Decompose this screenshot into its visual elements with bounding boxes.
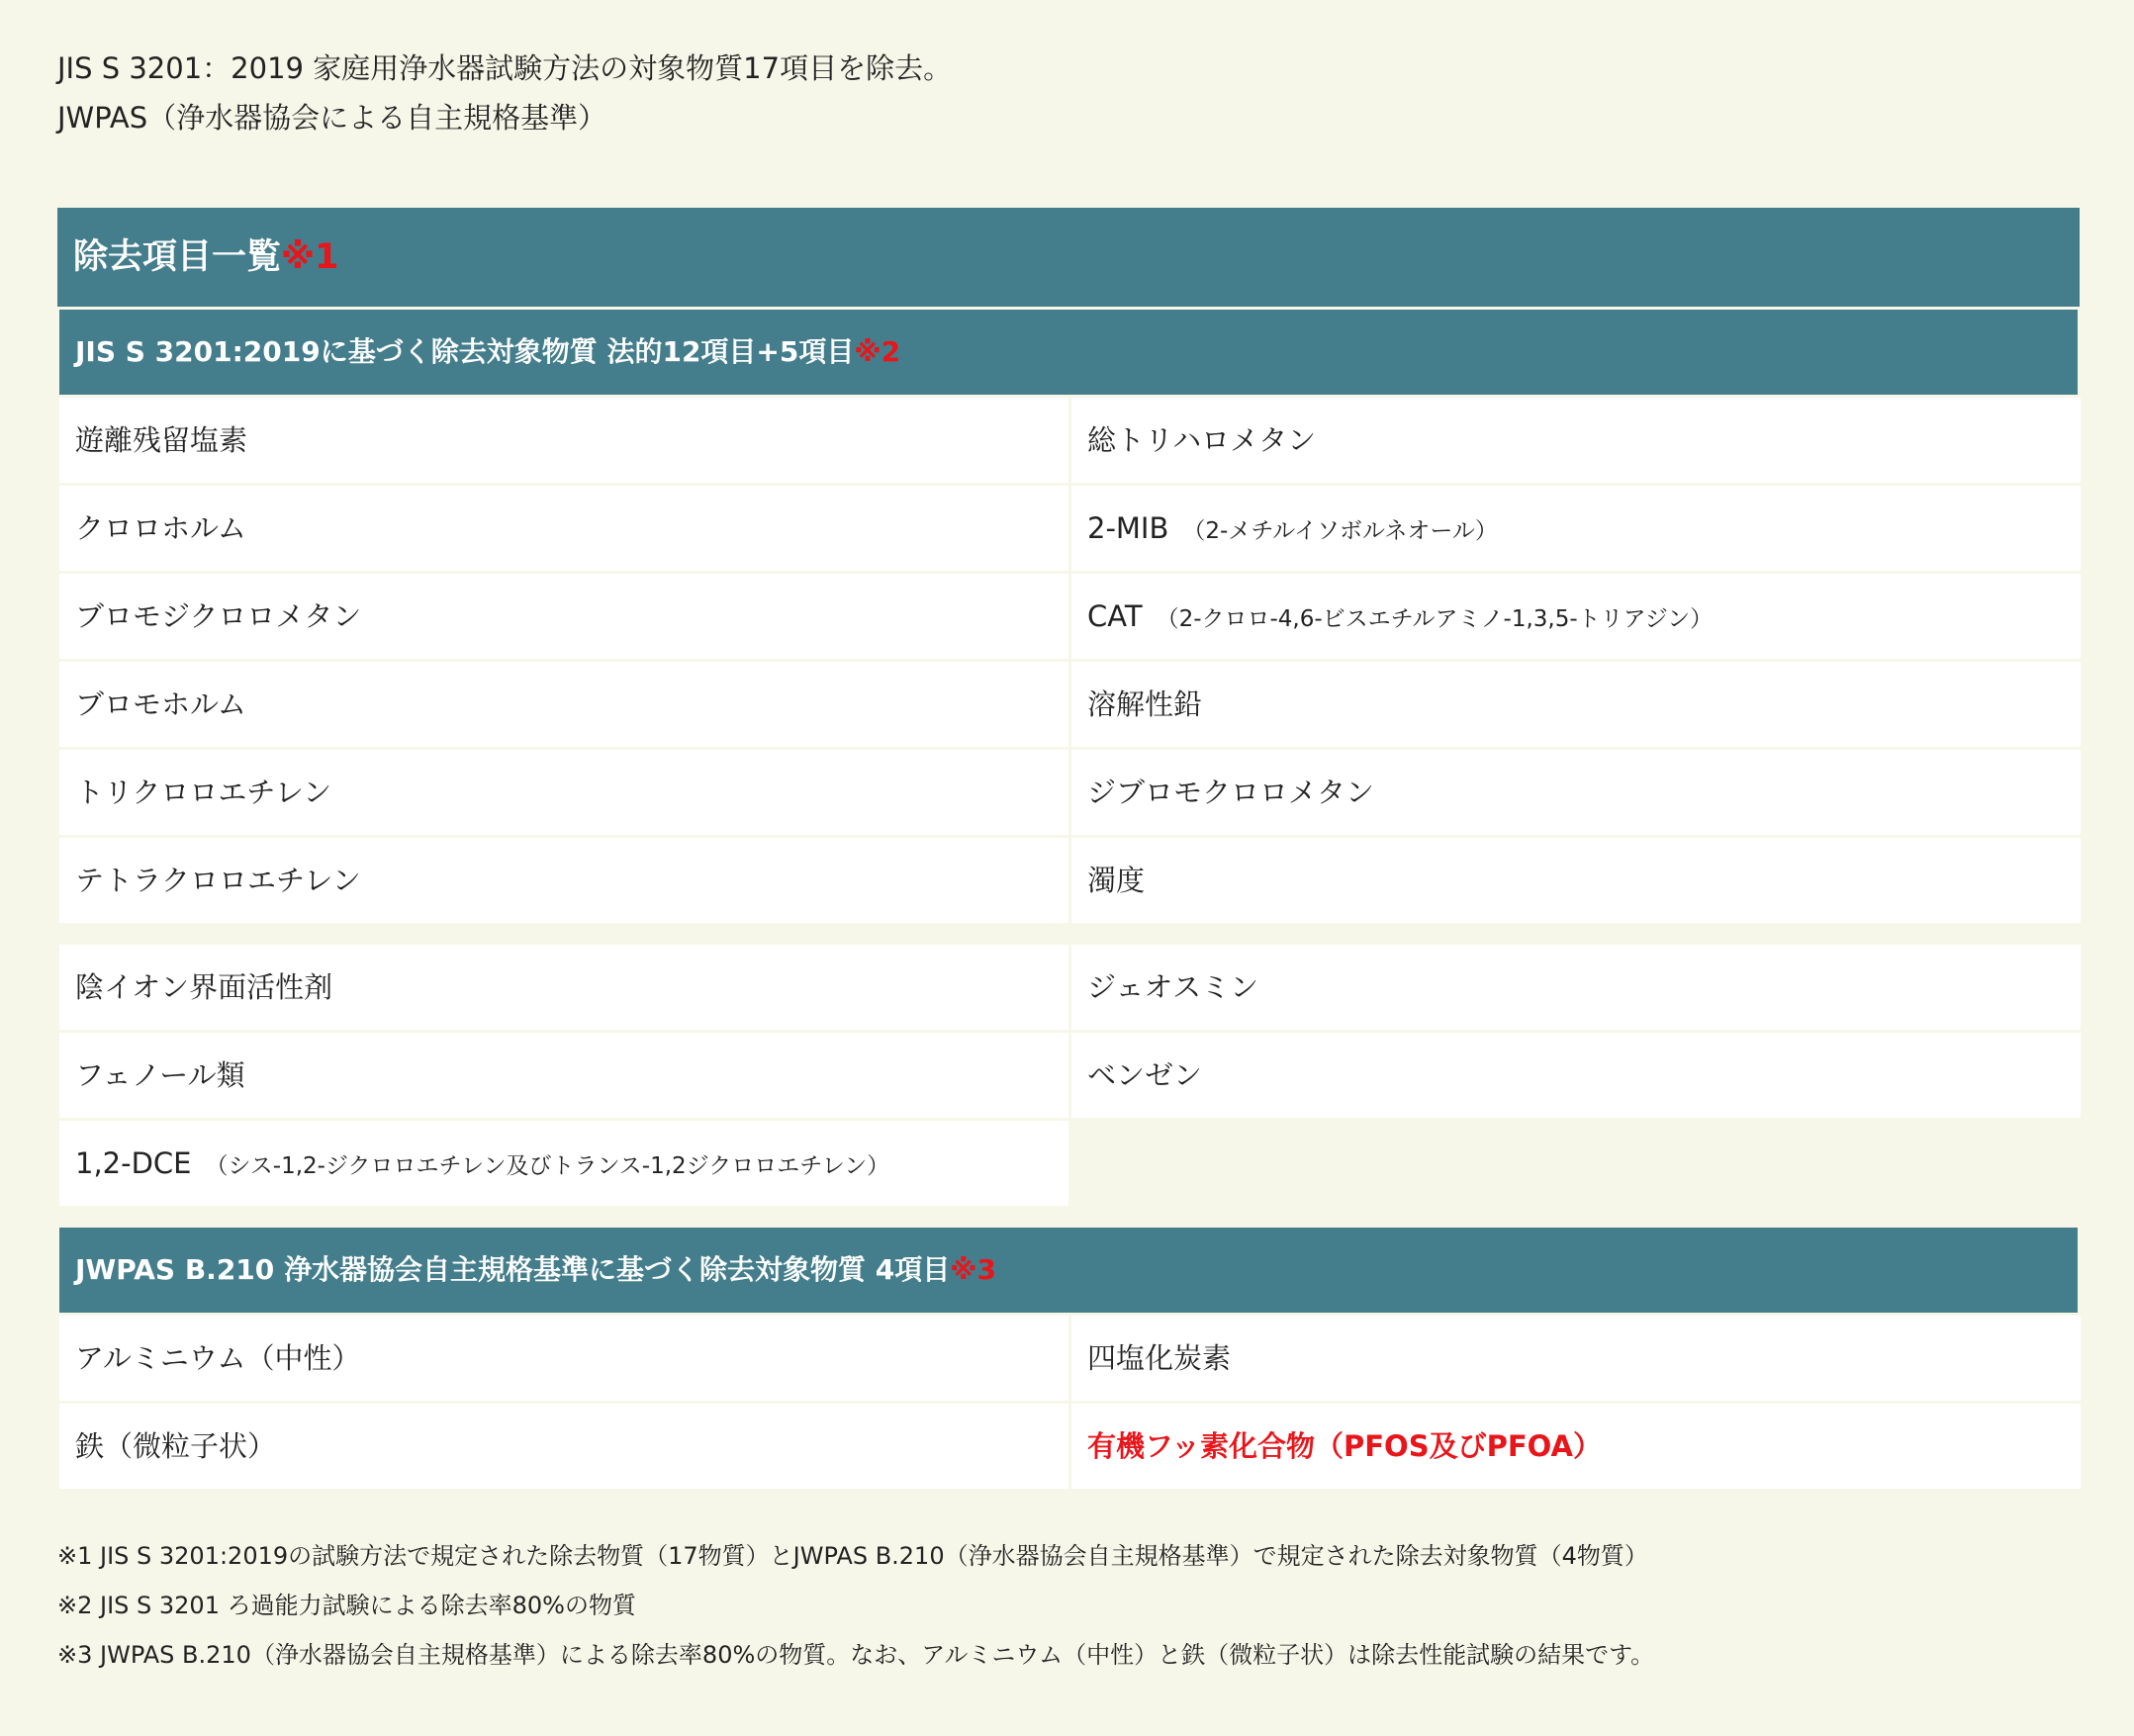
jis-section: [59, 310, 2078, 1206]
list-item: ジェオスミン: [1071, 945, 2081, 1030]
item-name: 総トリハロメタン: [1087, 423, 1317, 457]
list-item: [1071, 750, 2081, 835]
footnote-3: ※3 JWPAS B.210（浄水器協会自主規格基準）による除去率80%の物質。なお、アルミニウム（中性）と鉄（微粒子状）は除去性能試験の結果です。: [57, 1641, 1655, 1669]
list-item: [1071, 838, 2081, 923]
jis-group-1: [59, 398, 2078, 923]
list-item: [1071, 486, 2081, 571]
item-note: （シス-1,2-ジクロロエチレン及びトランス-1,2ジクロロエチレン）: [205, 1153, 890, 1179]
jwpas-section: [59, 1228, 2078, 1489]
jis-heading-text: JIS S 3201:2019に基づく除去対象物質 法的12項目+5項目: [75, 335, 855, 368]
empty-cell: [1071, 1121, 2081, 1206]
list-item: ブロモホルム: [59, 662, 1068, 747]
list-item: [59, 1121, 1068, 1206]
panel-title-mark: ※1: [281, 237, 339, 277]
item-name: 溶解性鉛: [1087, 687, 1203, 721]
panel-title: [57, 208, 2080, 307]
list-item: テトラクロロエチレン: [59, 838, 1068, 923]
list-item: ベンゼン: [1071, 1033, 2081, 1118]
list-item: フェノール類: [59, 1033, 1068, 1118]
list-item: 鉄（微粒子状）: [59, 1404, 1068, 1489]
list-item: 遊離残留塩素: [59, 398, 1068, 483]
item-name: 2-MIB: [1087, 511, 1169, 545]
jis-group-2: [59, 945, 2078, 1206]
list-item: ブロモジクロロメタン: [59, 574, 1068, 659]
list-item: [1071, 398, 2081, 483]
intro-line-1: JIS S 3201：2019 家庭用浄水器試験方法の対象物質17項目を除去。: [57, 51, 953, 85]
list-item: クロロホルム: [59, 486, 1068, 571]
intro-line-2: JWPAS（浄水器協会による自主規格基準）: [57, 101, 607, 135]
panel-title-text: 除去項目一覧: [73, 237, 282, 277]
item-name: 濁度: [1087, 864, 1146, 897]
list-item: トリクロロエチレン: [59, 750, 1068, 835]
footnotes: [57, 1531, 2076, 1680]
list-item: [1071, 662, 2081, 747]
removal-items-panel: [57, 208, 2080, 1489]
jwpas-heading-text: JWPAS B.210 浄水器協会自主規格基準に基づく除去対象物質 4項目: [75, 1253, 951, 1286]
highlighted-list-item: 有機フッ素化合物（PFOS及びPFOA）: [1071, 1404, 2081, 1489]
item-name: ジブロモクロロメタン: [1087, 776, 1375, 809]
intro: [57, 44, 2076, 142]
footnote-2: ※2 JIS S 3201 ろ過能力試験による除去率80%の物質: [57, 1592, 636, 1619]
item-note: （2-メチルイソボルネオール）: [1182, 518, 1498, 544]
group-spacer: [59, 923, 2078, 945]
item-name: 1,2-DCE: [75, 1146, 192, 1180]
item-name: CAT: [1087, 599, 1143, 633]
jwpas-items: [59, 1316, 2078, 1489]
footnote-1: ※1 JIS S 3201:2019の試験方法で規定された除去物質（17物質）とJWPAS B.210（浄水器協会自主規格基準）で規定された除去対象物質（4物質）: [57, 1542, 1648, 1570]
list-item: 陰イオン界面活性剤: [59, 945, 1068, 1030]
list-item: [1071, 574, 2081, 659]
item-note: （2-クロロ-4,6-ビスエチルアミノ-1,3,5-トリアジン）: [1156, 606, 1714, 632]
jis-section-heading: [59, 310, 2078, 395]
jwpas-heading-mark: ※3: [950, 1253, 996, 1286]
jis-heading-mark: ※2: [854, 335, 901, 368]
list-item: アルミニウム（中性）: [59, 1316, 1068, 1401]
jwpas-section-heading: [59, 1228, 2078, 1313]
list-item: 四塩化炭素: [1071, 1316, 2081, 1401]
